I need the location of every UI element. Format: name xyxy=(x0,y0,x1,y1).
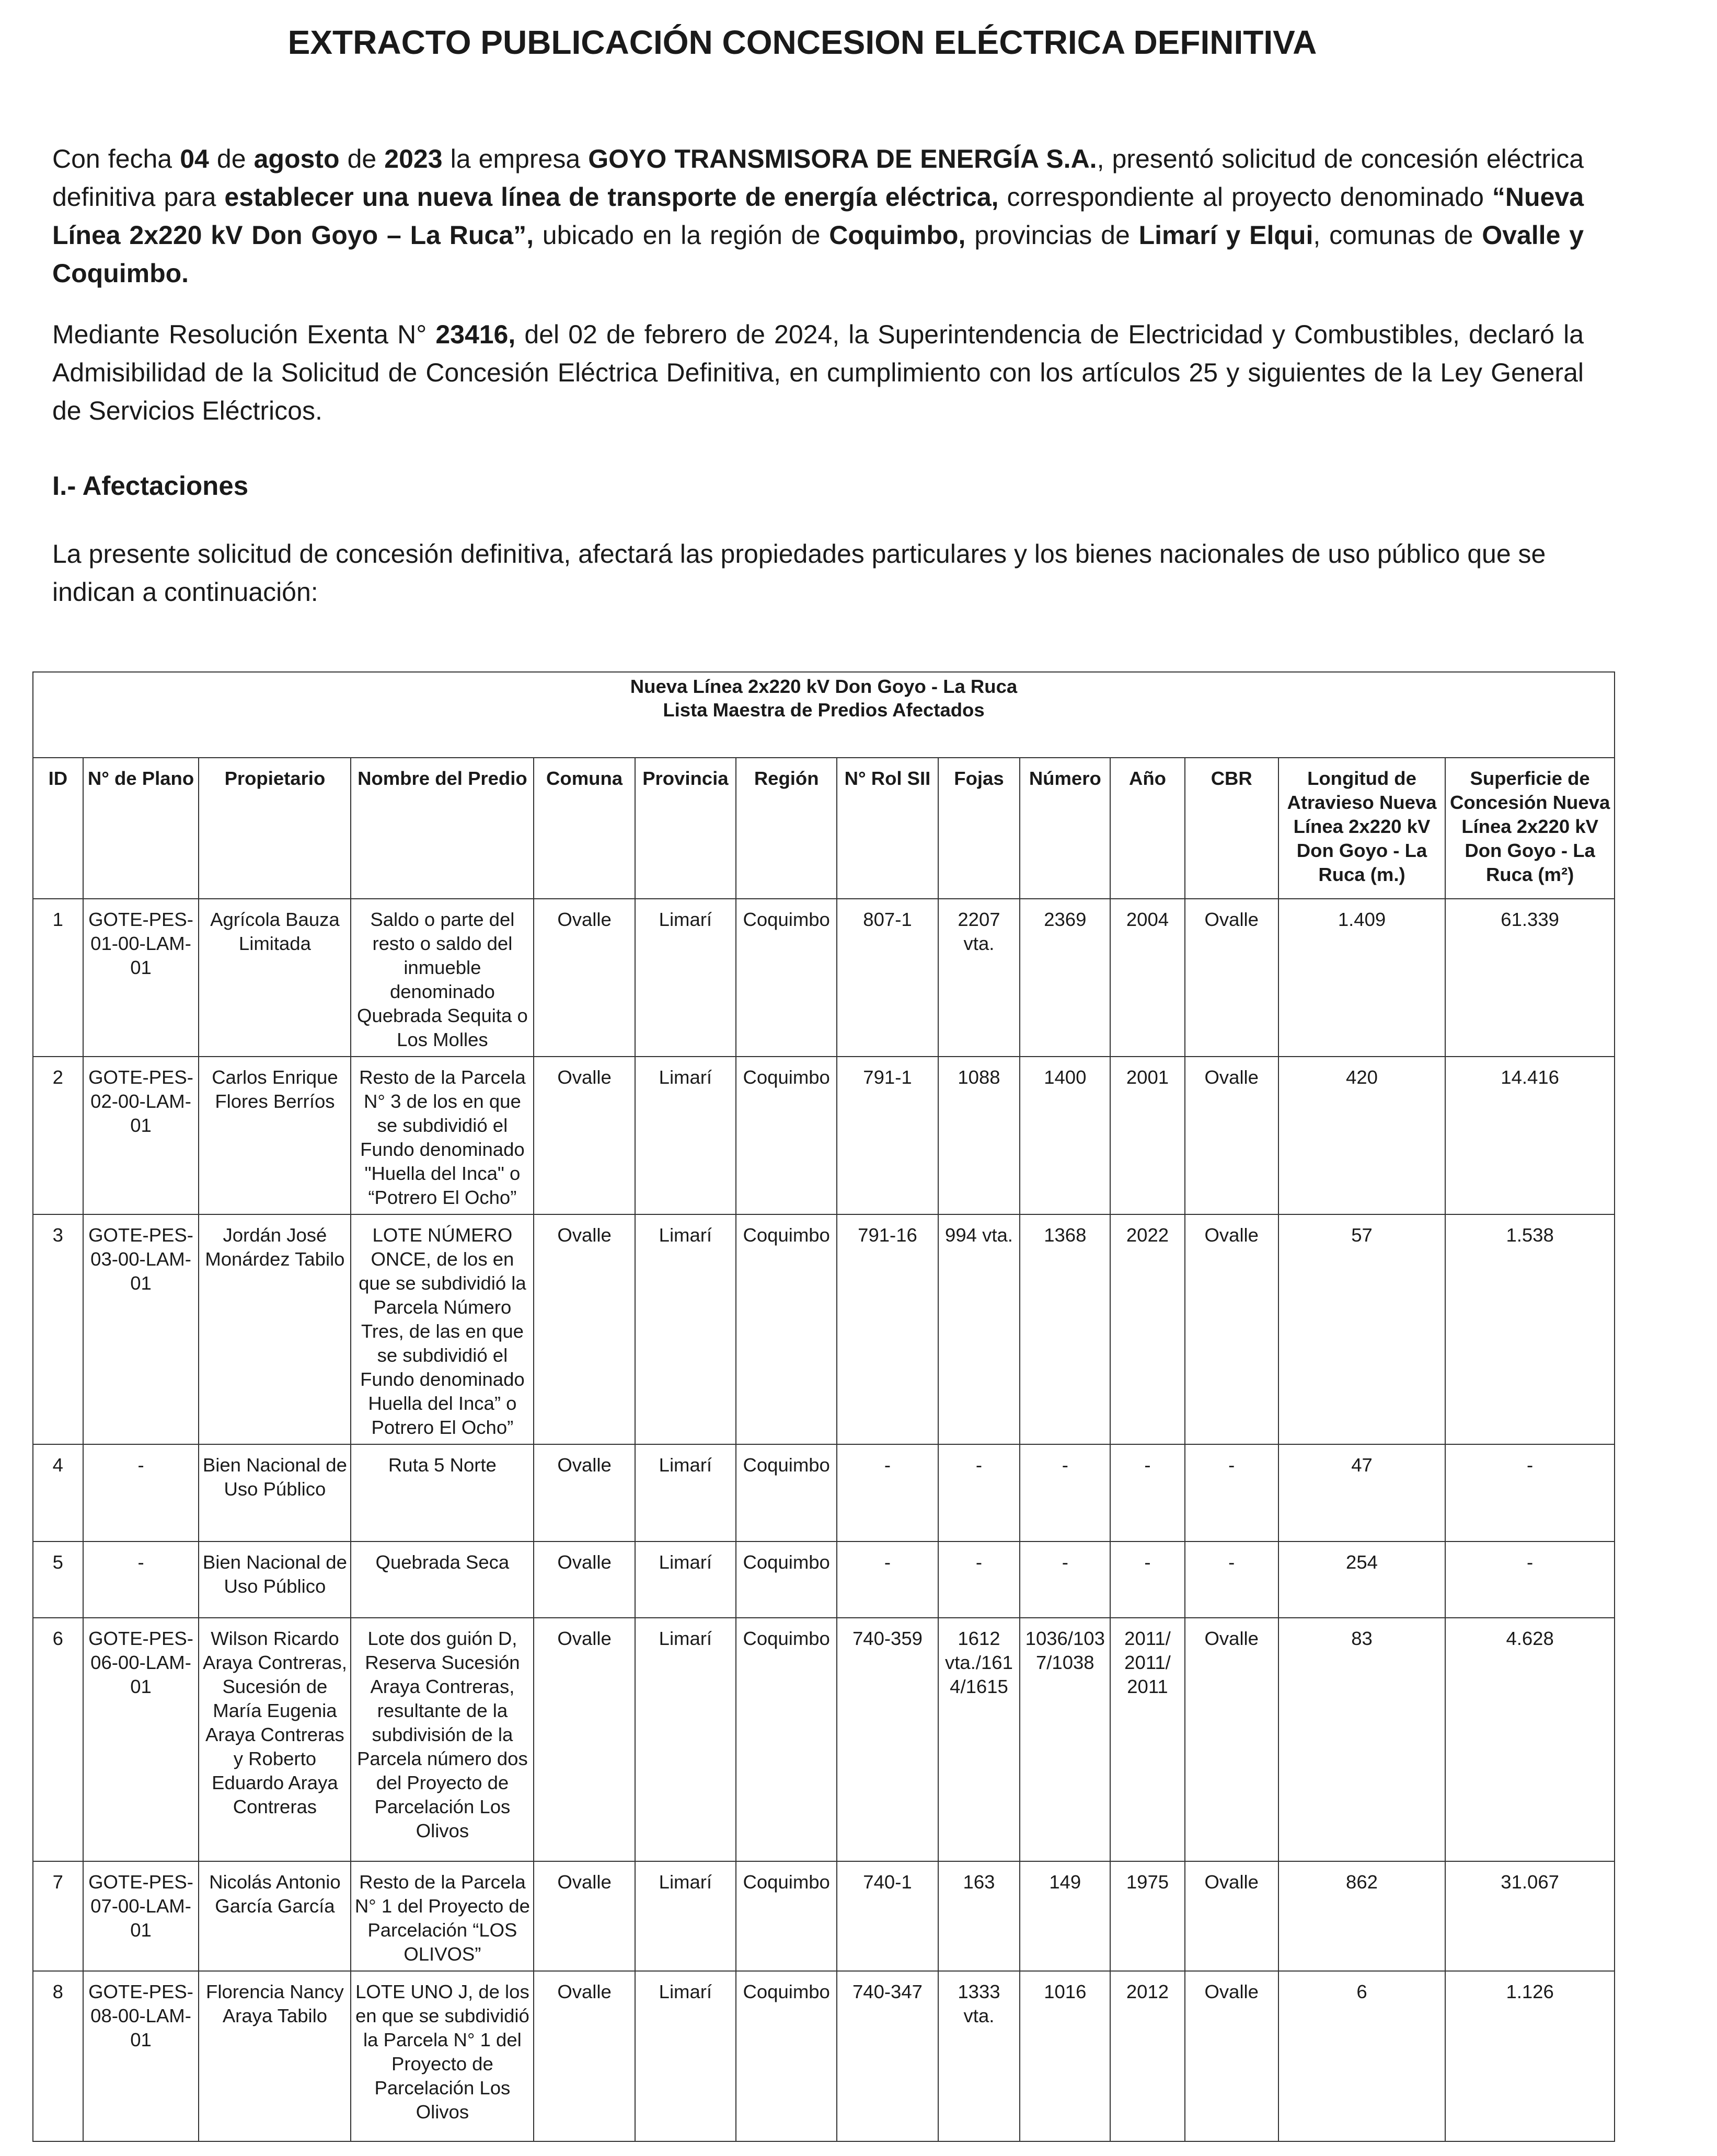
col-header-ano: Año xyxy=(1110,758,1184,899)
col-header-cbr: CBR xyxy=(1185,758,1278,899)
cell-provincia: Limarí xyxy=(635,1618,736,1861)
col-header-provincia: Provincia xyxy=(635,758,736,899)
cell-numero: 1368 xyxy=(1020,1214,1110,1444)
table-row xyxy=(33,1214,1615,1444)
table-row xyxy=(33,1057,1615,1214)
cell-region: Coquimbo xyxy=(736,1541,837,1618)
cell-rol-sii: - xyxy=(837,1541,938,1618)
cell-plano: GOTE-PES-08-00-LAM-01 xyxy=(83,1971,199,2141)
cell-cbr: - xyxy=(1185,1541,1278,1618)
cell-cbr: - xyxy=(1185,1444,1278,1541)
table-row xyxy=(33,1861,1615,1971)
cell-fojas: 163 xyxy=(938,1861,1020,1971)
col-header-region: Región xyxy=(736,758,837,899)
cell-propietario: Nicolás Antonio García García xyxy=(199,1861,351,1971)
cell-cbr: Ovalle xyxy=(1185,1861,1278,1971)
cell-longitud: 862 xyxy=(1278,1861,1445,1971)
cell-longitud: 47 xyxy=(1278,1444,1445,1541)
cell-comuna: Ovalle xyxy=(534,1214,635,1444)
cell-nombre-predio: Saldo o parte del resto o saldo del inmueble denominado Quebrada Sequita o Los Molles xyxy=(351,899,534,1057)
cell-id: 3 xyxy=(33,1214,83,1444)
table-caption-line1: Nueva Línea 2x220 kV Don Goyo - La Ruca xyxy=(630,676,1018,697)
cell-nombre-predio: Lote dos guión D, Reserva Sucesión Araya Contreras, resultante de la subdivisión de la Parcela número dos del Proyecto de Parcelación Los Olivos xyxy=(351,1618,534,1861)
cell-id: 8 xyxy=(33,1971,83,2141)
cell-fojas: - xyxy=(938,1541,1020,1618)
cell-propietario: Carlos Enrique Flores Berríos xyxy=(199,1057,351,1214)
cell-numero: 149 xyxy=(1020,1861,1110,1971)
cell-superficie: 1.538 xyxy=(1445,1214,1615,1444)
table-caption-line2: Lista Maestra de Predios Afectados xyxy=(663,699,985,721)
section-heading: I.- Afectaciones xyxy=(52,471,249,501)
cell-numero: - xyxy=(1020,1444,1110,1541)
cell-cbr: Ovalle xyxy=(1185,1971,1278,2141)
cell-propietario: Bien Nacional de Uso Público xyxy=(199,1444,351,1541)
table-row xyxy=(33,1541,1615,1618)
cell-id: 7 xyxy=(33,1861,83,1971)
cell-provincia: Limarí xyxy=(635,1861,736,1971)
cell-comuna: Ovalle xyxy=(534,1444,635,1541)
cell-provincia: Limarí xyxy=(635,1057,736,1214)
cell-longitud: 420 xyxy=(1278,1057,1445,1214)
cell-nombre-predio: Quebrada Seca xyxy=(351,1541,534,1618)
cell-id: 2 xyxy=(33,1057,83,1214)
cell-ano: 2004 xyxy=(1110,899,1184,1057)
cell-region: Coquimbo xyxy=(736,1214,837,1444)
cell-superficie: 61.339 xyxy=(1445,899,1615,1057)
cell-longitud: 6 xyxy=(1278,1971,1445,2141)
cell-id: 6 xyxy=(33,1618,83,1861)
col-header-comuna: Comuna xyxy=(534,758,635,899)
cell-numero: 1400 xyxy=(1020,1057,1110,1214)
document-title: EXTRACTO PUBLICACIÓN CONCESION ELÉCTRICA DEFINITIVA xyxy=(287,24,1317,61)
cell-plano: GOTE-PES-06-00-LAM-01 xyxy=(83,1618,199,1861)
cell-rol-sii: 740-347 xyxy=(837,1971,938,2141)
cell-propietario: Florencia Nancy Araya Tabilo xyxy=(199,1971,351,2141)
cell-superficie: - xyxy=(1445,1541,1615,1618)
cell-fojas: 1612 vta./161 4/1615 xyxy=(938,1618,1020,1861)
cell-region: Coquimbo xyxy=(736,1057,837,1214)
cell-comuna: Ovalle xyxy=(534,1618,635,1861)
cell-rol-sii: 740-359 xyxy=(837,1618,938,1861)
table-caption xyxy=(33,672,1615,758)
cell-comuna: Ovalle xyxy=(534,1861,635,1971)
table-row xyxy=(33,1444,1615,1541)
cell-numero: 2369 xyxy=(1020,899,1110,1057)
cell-region: Coquimbo xyxy=(736,1444,837,1541)
cell-cbr: Ovalle xyxy=(1185,1057,1278,1214)
cell-ano: 2022 xyxy=(1110,1214,1184,1444)
col-header-nombre-predio: Nombre del Predio xyxy=(351,758,534,899)
cell-plano: - xyxy=(83,1444,199,1541)
cell-nombre-predio: Ruta 5 Norte xyxy=(351,1444,534,1541)
cell-cbr: Ovalle xyxy=(1185,899,1278,1057)
cell-plano: GOTE-PES-03-00-LAM-01 xyxy=(83,1214,199,1444)
cell-provincia: Limarí xyxy=(635,1214,736,1444)
cell-superficie: 31.067 xyxy=(1445,1861,1615,1971)
cell-comuna: Ovalle xyxy=(534,1541,635,1618)
table-header-row xyxy=(33,758,1615,899)
cell-numero: 1036/103 7/1038 xyxy=(1020,1618,1110,1861)
cell-numero: - xyxy=(1020,1541,1110,1618)
cell-rol-sii: 791-16 xyxy=(837,1214,938,1444)
intro-paragraph: Con fecha 04 de agosto de 2023 la empresa GOYO TRANSMISORA DE ENERGÍA S.A., presentó solicitud de concesión eléctrica definitiva para establecer una nueva línea de transporte de energía eléctrica, correspondiente al proyecto denominado “Nueva Línea 2x220 kV Don Goyo – La Ruca”, ubicado en la región de Coquimbo, provincias de Limarí y Elqui, comunas de Ovalle y Coquimbo. xyxy=(52,144,1584,288)
cell-superficie: 4.628 xyxy=(1445,1618,1615,1861)
cell-longitud: 57 xyxy=(1278,1214,1445,1444)
table-row xyxy=(33,899,1615,1057)
cell-id: 5 xyxy=(33,1541,83,1618)
cell-longitud: 83 xyxy=(1278,1618,1445,1861)
cell-nombre-predio: LOTE NÚMERO ONCE, de los en que se subdividió la Parcela Número Tres, de las en que se subdividió el Fundo denominado Huella del Inca” o Potrero El Ocho” xyxy=(351,1214,534,1444)
cell-ano: - xyxy=(1110,1541,1184,1618)
cell-fojas: 2207 vta. xyxy=(938,899,1020,1057)
cell-ano: 2011/ 2011/ 2011 xyxy=(1110,1618,1184,1861)
cell-plano: - xyxy=(83,1541,199,1618)
cell-ano: 2001 xyxy=(1110,1057,1184,1214)
cell-superficie: - xyxy=(1445,1444,1615,1541)
cell-id: 4 xyxy=(33,1444,83,1541)
cell-propietario: Agrícola Bauza Limitada xyxy=(199,899,351,1057)
cell-cbr: Ovalle xyxy=(1185,1618,1278,1861)
cell-nombre-predio: LOTE UNO J, de los en que se subdividió la Parcela N° 1 del Proyecto de Parcelación Los Olivos xyxy=(351,1971,534,2141)
cell-rol-sii: 791-1 xyxy=(837,1057,938,1214)
cell-provincia: Limarí xyxy=(635,1541,736,1618)
table-row xyxy=(33,1971,1615,2141)
cell-plano: GOTE-PES-02-00-LAM-01 xyxy=(83,1057,199,1214)
cell-comuna: Ovalle xyxy=(534,899,635,1057)
col-header-propietario: Propietario xyxy=(199,758,351,899)
cell-ano: 1975 xyxy=(1110,1861,1184,1971)
cell-rol-sii: 740-1 xyxy=(837,1861,938,1971)
resolution-paragraph: Mediante Resolución Exenta N° 23416, del 02 de febrero de 2024, la Superintendencia de Electricidad y Combustibles, declaró la Admisibilidad de la Solicitud de Concesión Eléctrica Definitiva, en cumplimiento con los artículos 25 y siguientes de la Ley General de Servicios Eléctricos. xyxy=(52,320,1584,425)
cell-propietario: Wilson Ricardo Araya Contreras, Sucesión de María Eugenia Araya Contreras y Roberto Eduardo Araya Contreras xyxy=(199,1618,351,1861)
table-row xyxy=(33,1618,1615,1861)
cell-longitud: 254 xyxy=(1278,1541,1445,1618)
col-header-id: ID xyxy=(33,758,83,899)
cell-numero: 1016 xyxy=(1020,1971,1110,2141)
affectations-paragraph: La presente solicitud de concesión definitiva, afectará las propiedades particulares y los bienes nacionales de uso público que se indican a continuación: xyxy=(52,539,1546,607)
cell-region: Coquimbo xyxy=(736,1618,837,1861)
cell-region: Coquimbo xyxy=(736,899,837,1057)
cell-region: Coquimbo xyxy=(736,1861,837,1971)
cell-fojas: 1088 xyxy=(938,1057,1020,1214)
cell-nombre-predio: Resto de la Parcela N° 1 del Proyecto de Parcelación “LOS OLIVOS” xyxy=(351,1861,534,1971)
cell-plano: GOTE-PES-01-00-LAM-01 xyxy=(83,899,199,1057)
cell-ano: - xyxy=(1110,1444,1184,1541)
cell-superficie: 1.126 xyxy=(1445,1971,1615,2141)
cell-plano: GOTE-PES-07-00-LAM-01 xyxy=(83,1861,199,1971)
cell-fojas: - xyxy=(938,1444,1020,1541)
col-header-fojas: Fojas xyxy=(938,758,1020,899)
cell-propietario: Bien Nacional de Uso Público xyxy=(199,1541,351,1618)
cell-rol-sii: 807-1 xyxy=(837,899,938,1057)
cell-propietario: Jordán José Monárdez Tabilo xyxy=(199,1214,351,1444)
cell-provincia: Limarí xyxy=(635,1444,736,1541)
cell-provincia: Limarí xyxy=(635,1971,736,2141)
cell-nombre-predio: Resto de la Parcela N° 3 de los en que se subdividió el Fundo denominado "Huella del Inca" o “Potrero El Ocho” xyxy=(351,1057,534,1214)
cell-ano: 2012 xyxy=(1110,1971,1184,2141)
col-header-longitud: Longitud de Atravieso Nueva Línea 2x220 kV Don Goyo - La Ruca (m.) xyxy=(1278,758,1445,899)
cell-longitud: 1.409 xyxy=(1278,899,1445,1057)
cell-fojas: 1333 vta. xyxy=(938,1971,1020,2141)
cell-id: 1 xyxy=(33,899,83,1057)
cell-comuna: Ovalle xyxy=(534,1057,635,1214)
cell-provincia: Limarí xyxy=(635,899,736,1057)
cell-superficie: 14.416 xyxy=(1445,1057,1615,1214)
cell-cbr: Ovalle xyxy=(1185,1214,1278,1444)
affected-properties-table xyxy=(32,671,1615,2142)
col-header-rol-sii: N° Rol SII xyxy=(837,758,938,899)
cell-region: Coquimbo xyxy=(736,1971,837,2141)
cell-rol-sii: - xyxy=(837,1444,938,1541)
col-header-superficie: Superficie de Concesión Nueva Línea 2x220 kV Don Goyo - La Ruca (m²) xyxy=(1445,758,1615,899)
cell-comuna: Ovalle xyxy=(534,1971,635,2141)
cell-fojas: 994 vta. xyxy=(938,1214,1020,1444)
col-header-numero: Número xyxy=(1020,758,1110,899)
col-header-plano: N° de Plano xyxy=(83,758,199,899)
